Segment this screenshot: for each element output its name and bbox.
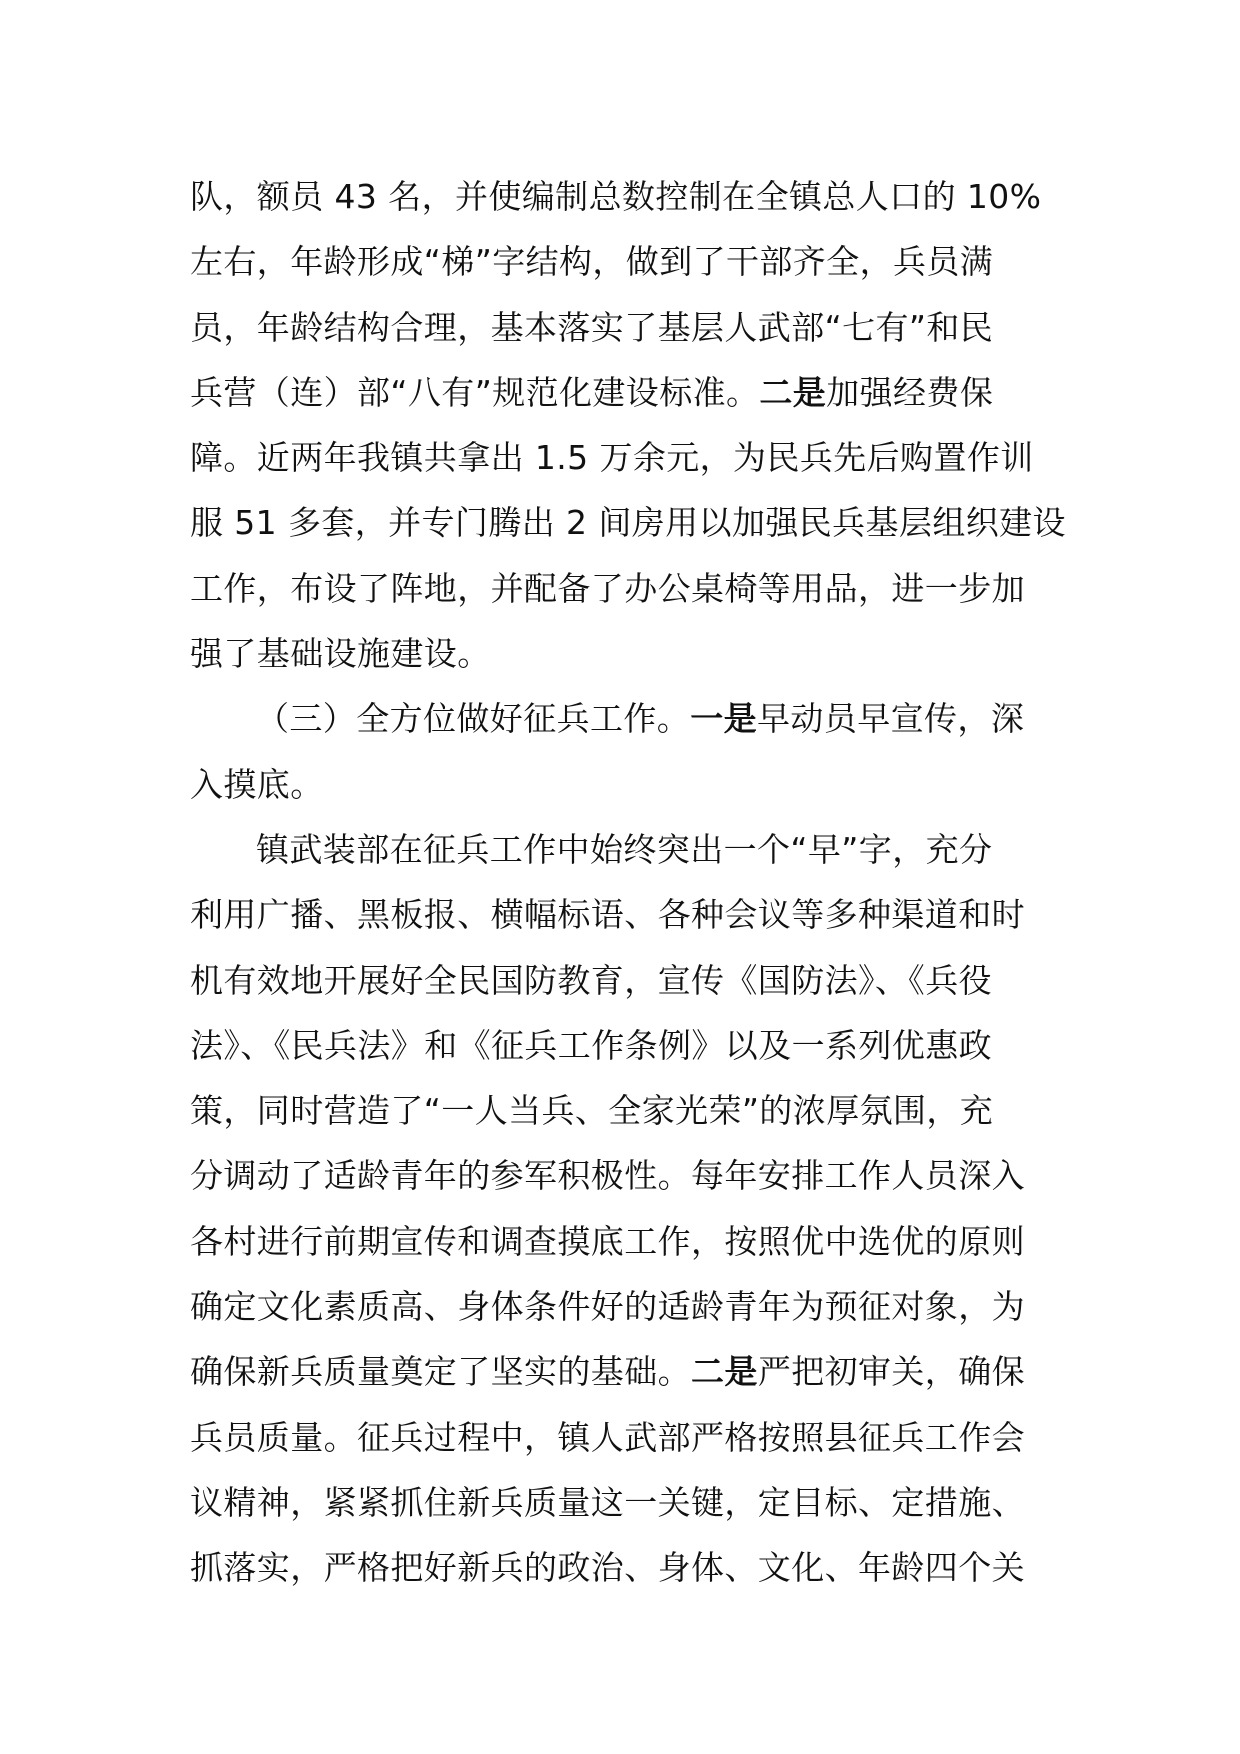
text-line [190, 817, 1060, 882]
bold-emphasis-text: 一是 [690, 699, 758, 739]
body-text: 严把初审关，确保 [757, 1352, 1026, 1392]
body-text: 早动员早宣传，深 [757, 699, 1025, 739]
text-line [190, 1339, 1060, 1404]
body-text: 服 51 多套，并专门腾出 2 间房用以加强民兵基层组织建设 [190, 503, 1066, 543]
body-text: 员，年龄结构合理，基本落实了基层人武部“七有”和民 [190, 307, 994, 347]
text-line [190, 1013, 1060, 1078]
text-line [190, 295, 1060, 360]
text-line [190, 686, 1060, 751]
body-text: 兵员质量。征兵过程中，镇人武部严格按照县征兵工作会 [190, 1417, 1025, 1457]
body-text: 左右，年龄形成“梯”字结构，做到了干部齐全，兵员满 [190, 242, 994, 282]
text-line [190, 1143, 1060, 1208]
text-line [190, 490, 1066, 555]
body-text: 确定文化素质高、身体条件好的适龄青年为预征对象，为 [190, 1287, 1025, 1327]
body-text: 各村进行前期宣传和调查摸底工作，按照优中选优的原则 [190, 1221, 1025, 1261]
body-text: 镇武装部在征兵工作中始终突出一个“早”字，充分 [256, 829, 993, 869]
text-line [190, 1209, 1060, 1274]
text-line [190, 164, 1060, 229]
text-line [190, 1470, 1060, 1535]
bold-emphasis-text: 二是 [691, 1352, 758, 1392]
body-text: 抓落实，严格把好新兵的政治、身体、文化、年龄四个关 [190, 1548, 1025, 1588]
text-line [190, 948, 1060, 1013]
text-line [190, 1274, 1060, 1339]
document-body-text [190, 164, 1066, 1601]
body-text: 机有效地开展好全民国防教育，宣传《国防法》、《兵役 [190, 960, 992, 1000]
text-line [190, 425, 1060, 490]
body-text: 队，额员 43 名，并使编制总数控制在全镇总人口的 10% [190, 177, 1042, 216]
body-text: 强了基础设施建设。 [190, 634, 491, 674]
text-line [190, 360, 1060, 425]
body-text: 工作，布设了阵地，并配备了办公桌椅等用品，进一步加 [190, 568, 1025, 608]
text-line [190, 556, 1060, 621]
text-line [190, 1078, 1060, 1143]
body-text: 确保新兵质量奠定了坚实的基础。 [190, 1352, 691, 1392]
body-text: 分调动了适龄青年的参军积极性。每年安排工作人员深入 [190, 1156, 1025, 1196]
body-text: 兵营（连）部“八有”规范化建设标准。 [190, 372, 760, 412]
text-line [190, 1535, 1060, 1600]
body-text: 法》、《民兵法》和《征兵工作条例》以及一系列优惠政 [190, 1025, 992, 1065]
body-text: （三）全方位做好征兵工作。 [256, 699, 691, 739]
text-line [190, 1405, 1060, 1470]
body-text: 障。近两年我镇共拿出 1.5 万余元，为民兵先后购置作训 [190, 438, 1034, 478]
body-text: 策，同时营造了“一人当兵、全家光荣”的浓厚氛围，充 [190, 1091, 994, 1131]
text-line [190, 229, 1060, 294]
body-text: 加强经费保 [826, 372, 994, 412]
body-text: 入摸底。 [190, 764, 324, 804]
body-text: 利用广播、黑板报、横幅标语、各种会议等多种渠道和时 [190, 895, 1025, 935]
text-line [190, 882, 1060, 947]
body-text: 议精神，紧紧抓住新兵质量这一关键，定目标、定措施、 [190, 1482, 1025, 1522]
text-line [190, 752, 1060, 817]
bold-emphasis-text: 二是 [759, 372, 827, 412]
text-line [190, 621, 1060, 686]
